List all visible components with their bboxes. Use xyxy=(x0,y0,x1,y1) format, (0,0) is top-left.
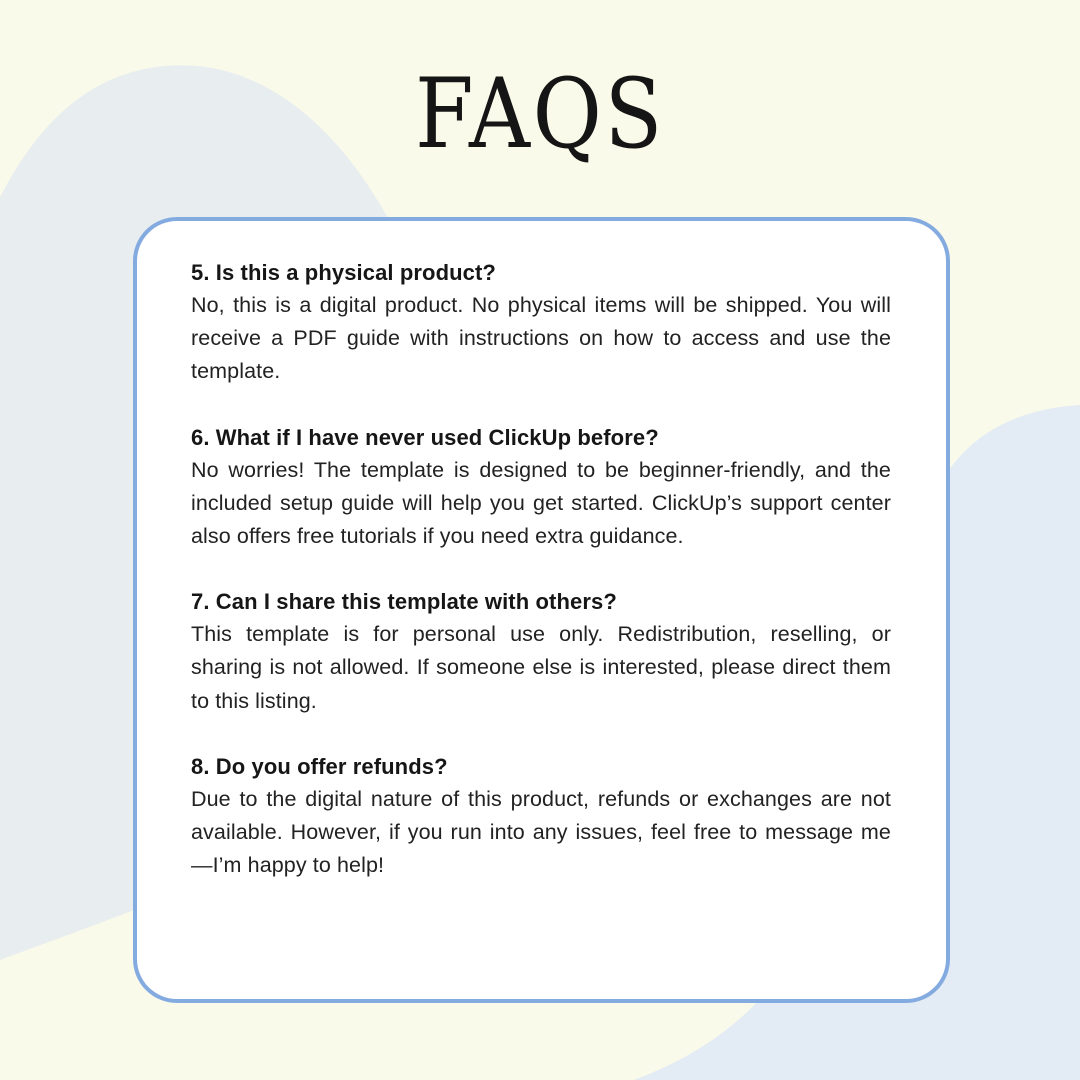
faq-question: 8. Do you offer refunds? xyxy=(191,753,448,779)
faq-answer: No, this is a digital product. No physical items will be shipped. You will receive a PDF guide with instructions on how to access and use the template. xyxy=(191,293,891,384)
faq-answer: Due to the digital nature of this product, refunds or exchanges are not available. However, if you run into any issues, feel free to message me—I’m happy to help! xyxy=(191,786,891,878)
faq-item-8 xyxy=(191,750,891,883)
faq-answer: No worries! The template is designed to be beginner-friendly, and the included setup guide will help you get started. ClickUp’s support center also offers free tutorials if you need extra guidance. xyxy=(191,457,891,549)
faq-item-5 xyxy=(191,256,891,389)
faq-question: 5. Is this a physical product? xyxy=(191,260,496,285)
faq-item-7 xyxy=(191,585,891,718)
faq-card xyxy=(133,217,950,1003)
faq-item-6 xyxy=(191,421,891,554)
faq-question: 6. What if I have never used ClickUp before? xyxy=(191,424,659,450)
faq-question: 7. Can I share this template with others? xyxy=(191,589,617,615)
faq-answer: This template is for personal use only. Redistribution, reselling, or sharing is not allowed. If someone else is interested, please direct them to this listing. xyxy=(191,622,891,713)
page-title: FAQS xyxy=(415,58,665,170)
